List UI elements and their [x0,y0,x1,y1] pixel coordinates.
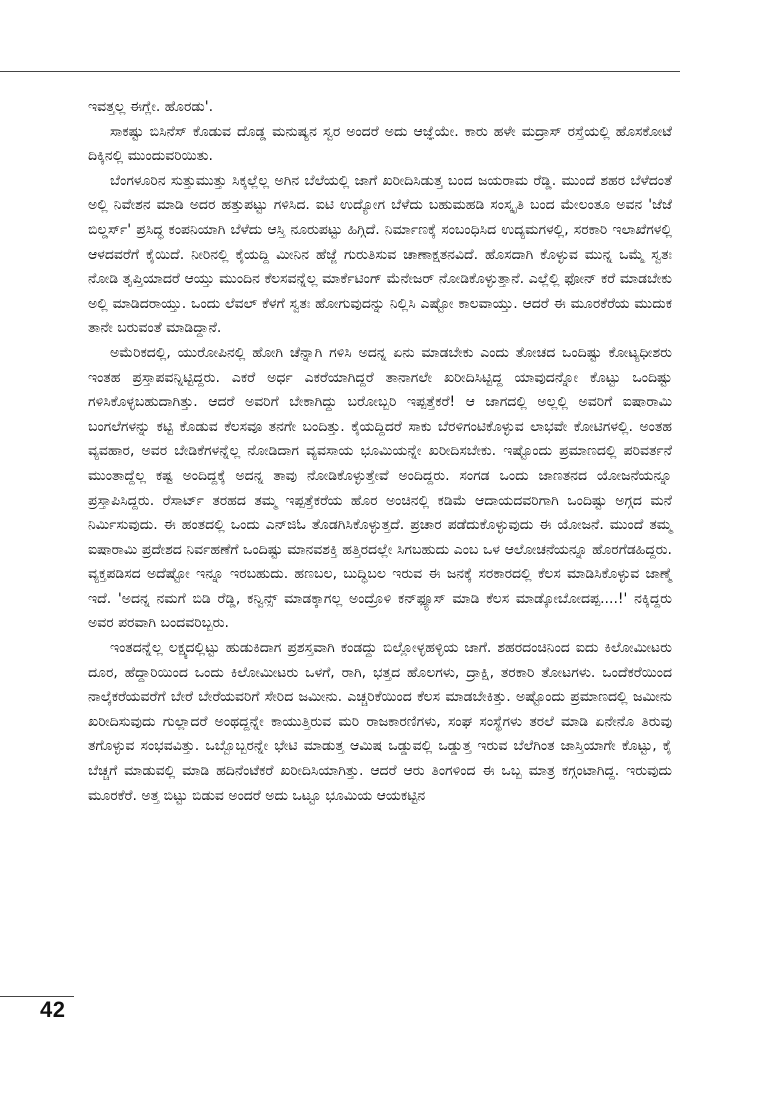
paragraph-2: ಸಾಕಷ್ಟು ಬಿಸಿನೆಸ್ ಕೊಡುವ ದೊಡ್ಡ ಮನುಷ್ಯನ ಸ್ವರ ಅಂದರೆ ಅದು ಆಜ್ಞೆಯೇ. ಕಾರು ಹಳೇ ಮದ್ರಾಸ್ ರಸ್ತೆಯಲ್ಲಿ ಹೊಸಕೋಟೆ ದಿಕ್ಕಿನಲ್ಲಿ ಮುಂದುವರಿಯಿತು. [88,123,672,165]
page-body [88,95,672,808]
header-rule [0,71,680,72]
paragraph-3: ಬೆಂಗಳೂರಿನ ಸುತ್ತುಮುತ್ತು ಸಿಕ್ಕಲ್ಲೆಲ್ಲ ಅಗಿನ ಬೆಲೆಯಲ್ಲಿ ಜಾಗೆ ಖರೀದಿಸಿಡುತ್ತ ಬಂದ ಜಯರಾಮ ರೆಡ್ಡಿ. ಮುಂದೆ ಶಹರ ಬೆಳೆದಂತೆ ಅಲ್ಲಿ ನಿವೇಶನ ಮಾಡಿ ಅದರ ಹತ್ತುಪಟ್ಟು ಗಳಿಸಿದ. ಐಟಿ ಉದ್ಯೋಗ ಬೆಳೆದು ಬಹುಮಹಡಿ ಸಂಸ್ಕೃತಿ ಬಂದ ಮೇಲಂತೂ ಅವನ 'ಜೆಜೆ ಬಿಲ್ಡರ್ಸ್' ಪ್ರಸಿದ್ಧ ಕಂಪನಿಯಾಗಿ ಬೆಳೆದು ಆಸ್ತಿ ನೂರುಪಟ್ಟು ಹಿಗ್ಗಿದೆ. ನಿರ್ಮಾಣಕ್ಕೆ ಸಂಬಂಧಿಸಿದ ಉದ್ಯಮಗಳಲ್ಲಿ, ಸರಕಾರಿ ಇಲಾಖೆಗಳಲ್ಲಿ ಆಳದವರೆಗೆ ಕೈಯಿದೆ. ನೀರಿನಲ್ಲಿ ಕೈಯದ್ದಿ ಮೀನಿನ ಹೆಜ್ಜೆ ಗುರುತಿಸುವ ಚಾಣಾಕ್ಷತನವಿದೆ. ಹೊಸದಾಗಿ ಕೊಳ್ಳುವ ಮುನ್ನ ಒಮ್ಮೆ ಸ್ವತಃ ನೋಡಿ ತೃಪ್ತಿಯಾದರೆ ಆಯ್ತು ಮುಂದಿನ ಕೆಲಸವನ್ನೆಲ್ಲ ಮಾರ್ಕೆಟಿಂಗ್ ಮೆನೇಜರ್ ನೋಡಿಕೊಳ್ಳುತ್ತಾನೆ. ಎಲ್ಲೆಲ್ಲಿ ಫೋನ್ ಕರೆ ಮಾಡಬೇಕು ಅಲ್ಲಿ ಮಾಡಿದರಾಯ್ತು. ಒಂದು ಲೆವಲ್ ಕೆಳಗೆ ಸ್ವತಃ ಹೋಗುವುದನ್ನು ನಿಲ್ಲಿಸಿ ಎಷ್ಟೋ ಕಾಲವಾಯ್ತು. ಆದರೆ ಈ ಮೂರಕೆರೆಯ ಮುದುಕ ತಾನೇ ಬರುವಂತೆ ಮಾಡಿದ್ದಾನೆ. [88,172,672,337]
paragraph-5: ಇಂತದನ್ನೆಲ್ಲ ಲಕ್ಷ್ಯದಲ್ಲಿಟ್ಟು ಹುಡುಕಿದಾಗ ಪ್ರಶಸ್ತವಾಗಿ ಕಂಡದ್ದು ಬಿಲ್ಲೋಳ್ಳಹಳ್ಳಿಯ ಜಾಗೆ. ಶಹರದಂಚಿನಿಂದ ಐದು ಕಿಲೋಮೀಟರು ದೂರ, ಹೆದ್ದಾರಿಯಿಂದ ಒಂದು ಕಿಲೋಮೀಟರು ಒಳಗೆ, ರಾಗಿ, ಭತ್ತದ ಹೊಲಗಳು, ದ್ರಾಕ್ಷಿ, ತರಕಾರಿ ತೋಟಗಳು. ಒಂದೆಕರೆಯಿಂದ ನಾಲ್ಕೆಕರೆಯವರೆಗೆ ಬೇರೆ ಬೇರೆಯವರಿಗೆ ಸೇರಿದ ಜಮೀನು. ಎಚ್ಚರಿಕೆಯಿಂದ ಕೆಲಸ ಮಾಡಬೇಕಿತ್ತು. ಅಷ್ಟೊಂದು ಪ್ರಮಾಣದಲ್ಲಿ ಜಮೀನು ಖರೀದಿಸುವುದು ಗುಲ್ಲಾದರೆ ಅಂಥದ್ದನ್ನೇ ಕಾಯುತ್ತಿರುವ ಮರಿ ರಾಜಕಾರಣಿಗಳು, ಸಂಘ ಸಂಸ್ಥೆಗಳು ತರಲೆ ಮಾಡಿ ಏನೇನೊ ತಿರುವು ತಗೊಳ್ಳುವ ಸಂಭವವಿತ್ತು. ಒಬ್ಬೊಬ್ಬರನ್ನೇ ಭೇಟಿ ಮಾಡುತ್ತ ಆಮಿಷ ಒಡ್ಡುವಲ್ಲಿ ಒಡ್ಡುತ್ತ ಇರುವ ಬೆಲೆಗಿಂತ ಜಾಸ್ತಿಯಾಗೇ ಕೊಟ್ಟು, ಕೈ ಬೆಚ್ಚಗೆ ಮಾಡುವಲ್ಲಿ ಮಾಡಿ ಹದಿನೆಂಟೆಕರೆ ಖರೀದಿಸಿಯಾಗಿತ್ತು. ಆದರೆ ಆರು ತಿಂಗಳಿಂದ ಈ ಒಬ್ಬ ಮಾತ್ರ ಕಗ್ಗಂಟಾಗಿದ್ದ. ಇರುವುದು ಮೂರಕೆರೆ. ಅತ್ತ ಬಿಟ್ಟು ಬಿಡುವ ಅಂದರೆ ಅದು ಒಟ್ಟೂ ಭೂಮಿಯ ಆಯಕಟ್ಟಿನ [88,640,672,804]
paragraph-4: ಅಮೆರಿಕದಲ್ಲಿ, ಯುರೋಪಿನಲ್ಲಿ ಹೋಗಿ ಚೆನ್ನಾಗಿ ಗಳಿಸಿ ಅದನ್ನ ಏನು ಮಾಡಬೇಕು ಎಂದು ತೋಚದ ಒಂದಿಷ್ಟು ಕೋಟ್ಯಧೀಶರು ಇಂತಹ ಪ್ರಸ್ತಾಪವನ್ನಿಟ್ಟಿದ್ದರು. ಎಕರೆ ಅರ್ಧ ಎಕರೆಯಾಗಿದ್ದರೆ ತಾನಾಗಲೇ ಖರೀದಿಸಿಟ್ಟಿದ್ದ ಯಾವುದನ್ನೋ ಕೊಟ್ಟು ಒಂದಿಷ್ಟು ಗಳಿಸಿಕೊಳ್ಳಬಹುದಾಗಿತ್ತು. ಆದರೆ ಅವರಿಗೆ ಬೇಕಾಗಿದ್ದು ಬರೋಬ್ಬರಿ ಇಪ್ಪತ್ತೆಕರೆ! ಆ ಜಾಗದಲ್ಲಿ ಅಲ್ಲಲ್ಲಿ ಅವರಿಗೆ ಐಷಾರಾಮಿ ಬಂಗಲೆಗಳನ್ನು ಕಟ್ಟಿ ಕೊಡುವ ಕೆಲಸವೂ ತನಗೇ ಬಂದಿತ್ತು. ಕೈಯದ್ದಿದರೆ ಸಾಕು ಬೆರಳಿಗಂಟಿಕೊಳ್ಳುವ ಲಾಭವೇ ಕೋಟಿಗಳಲ್ಲಿ. ಅಂತಹ ವ್ಯವಹಾರ, ಅವರ ಬೇಡಿಕೆಗಳನ್ನೆಲ್ಲ ನೋಡಿದಾಗ ವ್ಯವಸಾಯ ಭೂಮಿಯನ್ನೇ ಖರೀದಿಸಬೇಕು. ಇಷ್ಟೊಂದು ಪ್ರಮಾಣದಲ್ಲಿ ಪರಿವರ್ತನೆ ಮುಂತಾದ್ದೆಲ್ಲ ಕಷ್ಟ ಅಂದಿದ್ದಕ್ಕೆ ಅದನ್ನ ತಾವು ನೋಡಿಕೊಳ್ಳುತ್ತೇವೆ ಅಂದಿದ್ದರು. ಸಂಗಡ ಒಂದು ಜಾಣತನದ ಯೋಜನೆಯನ್ನೂ ಪ್ರಸ್ತಾಪಿಸಿದ್ದರು. ರೆಸಾರ್ಟ್ ತರಹದ ತಮ್ಮ ಇಪ್ಪತ್ತೆಕರೆಯ ಹೊರ ಅಂಚಿನಲ್ಲಿ ಕಡಿಮೆ ಆದಾಯದವರಿಗಾಗಿ ಒಂದಿಷ್ಟು ಅಗ್ಗದ ಮನೆ ನಿರ್ಮಿಸುವುದು. ಈ ಹಂತದಲ್ಲಿ ಒಂದು ಎನ್‌ಜಿಓ ತೊಡಗಿಸಿಕೊಳ್ಳುತ್ತದೆ. ಪ್ರಚಾರ ಪಡೆದುಕೊಳ್ಳುವುದು ಈ ಯೋಜನೆ. ಮುಂದೆ ತಮ್ಮ ಐಷಾರಾಮಿ ಪ್ರದೇಶದ ನಿರ್ವಹಣೆಗೆ ಒಂದಿಷ್ಟು ಮಾನವಶಕ್ತಿ ಹತ್ತಿರದಲ್ಲೇ ಸಿಗಬಹುದು ಎಂಬ ಒಳ ಆಲೋಚನೆಯನ್ನೂ ಹೊರಗೆಡಹಿದ್ದರು. ವ್ಯಕ್ತಪಡಿಸದ ಅದೆಷ್ಟೋ ಇನ್ನೂ ಇರಬಹುದು. ಹಣಬಲ, ಬುದ್ಧಿಬಲ ಇರುವ ಈ ಜನಕ್ಕೆ ಸರಕಾರದಲ್ಲಿ ಕೆಲಸ ಮಾಡಿಸಿಕೊಳ್ಳುವ ಜಾಣ್ಮೆ ಇದೆ. 'ಅದನ್ನ ನಮಗೆ ಬಿಡಿ ರೆಡ್ಡಿ, ಕನ್ವಿನ್ಸ್ ಮಾಡಕ್ಕಾಗಲ್ಲ ಅಂದ್ರೊಳಿ ಕನ್‌ಫ್ಯೂಸ್ ಮಾಡಿ ಕೆಲಸ ಮಾಡ್ಕೋಬೋದಪ್ಪ....!' ನಕ್ಕಿದ್ದರು ಅವರ ಪರವಾಗಿ ಬಂದವರಿಬ್ಬರು. [88,344,672,632]
paragraph-1: ಇವತ್ತಲ್ಲ ಈಗ್ಲೇ. ಹೊರಡು'. [88,99,214,115]
page-number: 42 [40,997,66,1022]
